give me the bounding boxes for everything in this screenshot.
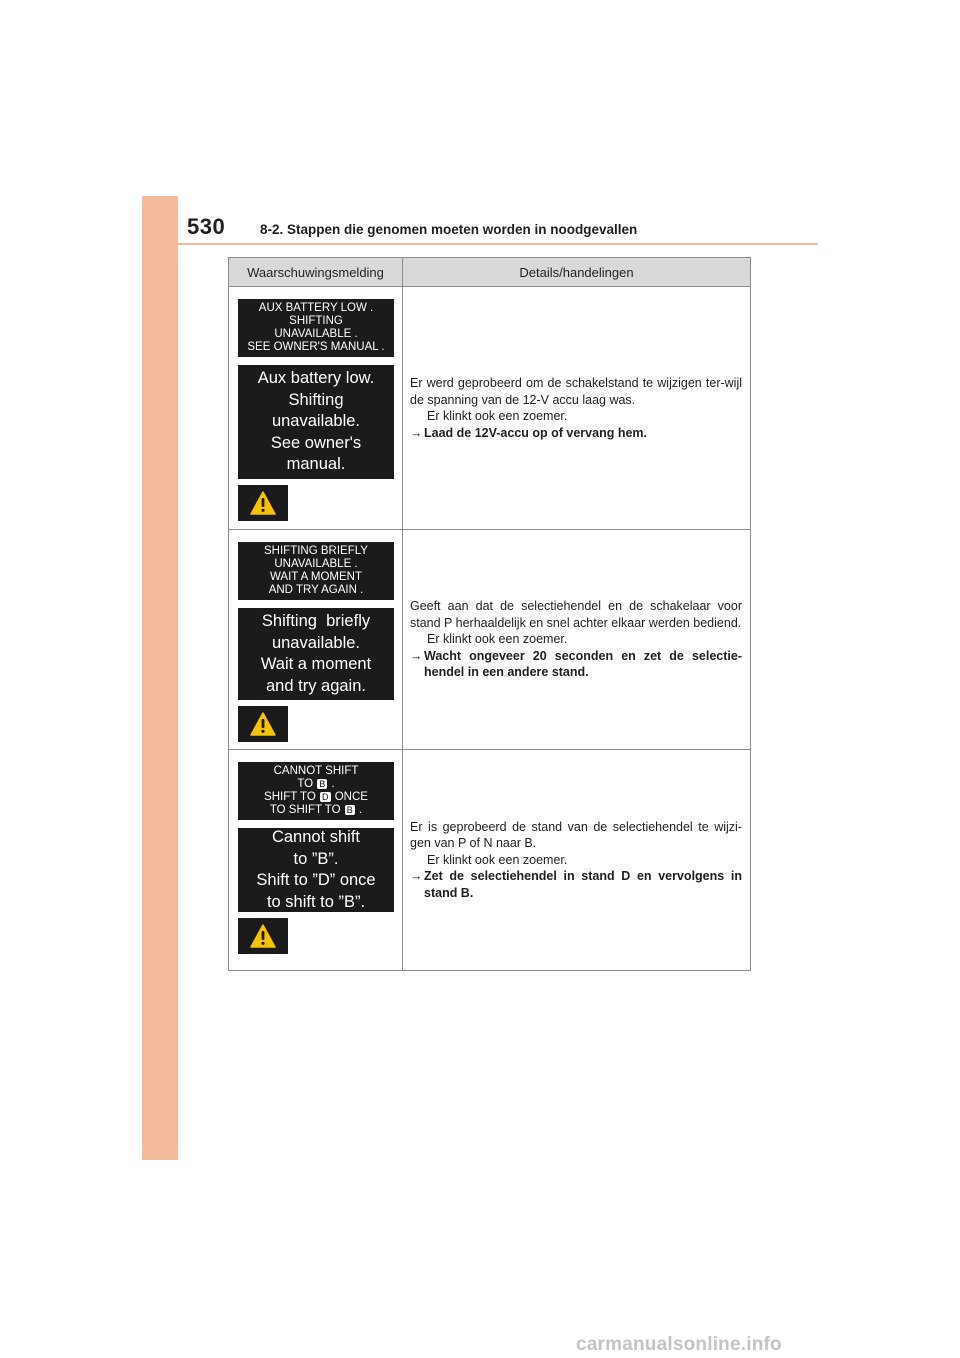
buzzer-text: Er klinkt ook een zoemer. bbox=[427, 632, 568, 647]
message-cell bbox=[229, 750, 403, 971]
b-key-icon: B bbox=[346, 805, 353, 816]
action-label: Zet de selectiehendel in stand D en vervolgens in stand B. bbox=[424, 869, 742, 900]
warning-triangle-icon bbox=[238, 485, 288, 521]
full-display: Cannot shift to ”B”. Shift to ”D” once to shift to ”B”. bbox=[238, 828, 394, 912]
section-title: 8-2. Stappen die genomen moeten worden in noodgevallen bbox=[260, 222, 638, 237]
column-header-details: Details/handelingen bbox=[403, 258, 751, 287]
column-header-message: Waarschuwingsmelding bbox=[229, 258, 403, 287]
description-text: Geeft aan dat de selectiehendel en de schakelaar voor stand P herhaaldelijk en snel achter elkaar werden bediend. bbox=[410, 599, 742, 630]
details-cell bbox=[403, 530, 751, 750]
caps-text: TO bbox=[297, 777, 317, 790]
caps-text: TO SHIFT TO bbox=[269, 804, 344, 817]
action-text bbox=[410, 425, 742, 442]
warning-triangle-icon bbox=[238, 918, 288, 954]
description-text: Er werd geprobeerd om de schakelstand te wijzigen ter-wijl de spanning van de 12-V accu laag was. bbox=[410, 376, 742, 407]
caps-text: . bbox=[328, 777, 335, 790]
warning-table bbox=[228, 257, 751, 971]
arrow-icon: → bbox=[410, 869, 423, 884]
caps-line: CANNOT SHIFT bbox=[273, 764, 359, 777]
caps-line bbox=[297, 778, 334, 791]
caps-display: SHIFTING BRIEFLY UNAVAILABLE . WAIT A MOMENT AND TRY AGAIN . bbox=[238, 542, 394, 600]
buzzer-text: Er klinkt ook een zoemer. bbox=[427, 409, 568, 423]
caps-text: . bbox=[355, 804, 363, 817]
watermark: carmanualsonline.info bbox=[576, 1334, 782, 1355]
b-key-icon: B bbox=[319, 778, 326, 789]
warning-triangle-icon bbox=[238, 706, 288, 742]
details-cell bbox=[403, 750, 751, 971]
table-row bbox=[229, 287, 751, 530]
description-text: Er is geprobeerd de stand van de selectiehendel te wijzi-gen van P of N naar B. bbox=[410, 819, 742, 851]
table-row bbox=[229, 750, 751, 971]
caps-line bbox=[270, 804, 362, 817]
side-band bbox=[142, 196, 178, 1160]
arrow-icon: → bbox=[410, 648, 423, 663]
full-display: Aux battery low. Shifting unavailable. See owner's manual. bbox=[238, 365, 394, 479]
message-cell bbox=[229, 287, 403, 530]
caps-line bbox=[264, 791, 368, 804]
caps-display bbox=[238, 762, 394, 820]
table-row bbox=[229, 530, 751, 750]
arrow-icon: → bbox=[410, 425, 423, 440]
details-cell bbox=[403, 287, 751, 530]
action-text bbox=[410, 648, 742, 681]
page-number: 530 bbox=[187, 214, 226, 239]
header-rule bbox=[178, 243, 818, 245]
caps-text: ONCE bbox=[331, 791, 368, 803]
action-text bbox=[410, 868, 742, 901]
caps-display: AUX BATTERY LOW . SHIFTING UNAVAILABLE . SEE OWNER'S MANUAL . bbox=[238, 299, 394, 357]
buzzer-text: Er klinkt ook een zoemer. bbox=[427, 852, 568, 867]
action-label: Wacht ongeveer 20 seconden en zet de selectie-hendel in een andere stand. bbox=[424, 648, 742, 680]
action-label: Laad de 12V-accu op of vervang hem. bbox=[424, 425, 647, 440]
d-key-icon: D bbox=[322, 792, 329, 802]
table-header-row bbox=[229, 258, 751, 287]
full-display: Shifting briefly unavailable. Wait a moment and try again. bbox=[238, 608, 394, 700]
caps-text: SHIFT TO bbox=[264, 791, 320, 803]
message-cell bbox=[229, 530, 403, 750]
